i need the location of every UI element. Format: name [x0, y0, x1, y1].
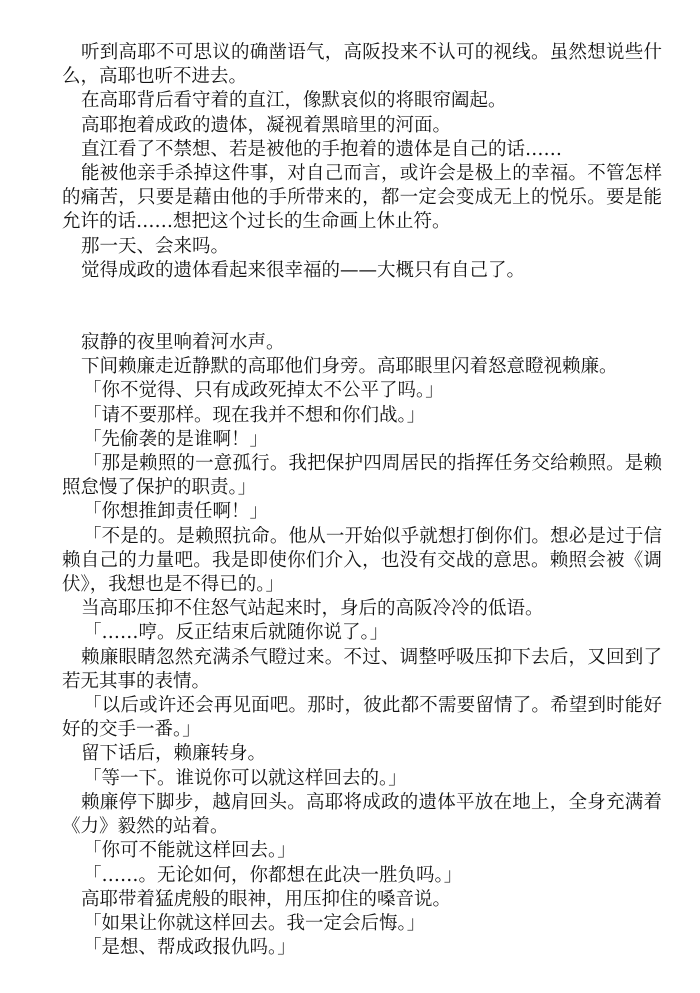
section-1: [62, 41, 662, 283]
paragraph: 听到高耶不可思议的确凿语气，高阪投来不认可的视线。虽然想说些什么，高耶也听不进去。: [62, 42, 662, 88]
dialogue-line: 「……哼。反正结束后就随你说了。」: [83, 622, 389, 644]
dialogue-line: 「你可不能就这样回去。」: [83, 840, 296, 862]
paragraph: 赖廉停下脚步，越肩回头。高耶将成政的遗体平放在地上，全身充满着《力》毅然的站着。: [62, 791, 662, 838]
paragraph: 留下话后，赖廉转身。: [81, 743, 267, 765]
section-2: [62, 331, 662, 960]
dialogue-line: 「如果让你就这样回去。我一定会后悔。」: [83, 912, 426, 934]
paragraph: 高耶带着猛虎般的眼神，用压抑住的嗓音说。: [81, 888, 452, 910]
dialogue-line: 「请不要那样。现在我并不想和你们战。」: [83, 404, 426, 426]
paragraph: 直江看了不禁想、若是被他的手抱着的遗体是自己的话……: [81, 138, 563, 160]
paragraph: 当高耶压抑不住怒气站起来时，身后的高阪冷冷的低语。: [81, 598, 544, 620]
paragraph: 寂静的夜里响着河水声。: [81, 332, 285, 354]
dialogue-line: 「是想、帮成政报仇吗。」: [83, 937, 296, 959]
dialogue-line: 「……。无论如何，你都想在此决一胜负吗。」: [83, 864, 463, 886]
paragraph: 赖廉眼睛忽然充满杀气瞪过来。不过、调整呼吸压抑下去后，又回到了若无其事的表情。: [62, 646, 662, 692]
paragraph: 能被他亲手杀掉这件事，对自己而言，或许会是极上的幸福。不管怎样的痛苦，只要是藉由他的手所带来的，都一定会变成无上的悦乐。要是能允许的话……想把这个过长的生命画上休止符。: [62, 163, 662, 233]
dialogue-line: 「先偷袭的是谁啊！」: [83, 428, 269, 450]
paragraph: 那一天、会来吗。: [81, 235, 230, 257]
dialogue-line: 「等一下。谁说你可以就这样回去的。」: [83, 767, 407, 789]
dialogue-line: 「以后或许还会再见面吧。那时，彼此都不需要留情了。希望到时能好好的交手一番。」: [62, 695, 662, 741]
paragraph: 高耶抱着成政的遗体，凝视着黑暗里的河面。: [81, 114, 452, 136]
section-break: [62, 283, 662, 331]
dialogue-line: 「你想推卸责任啊！」: [83, 501, 269, 523]
paragraph: 下间赖廉走近静默的高耶他们身旁。高耶眼里闪着怒意瞪视赖廉。: [81, 356, 618, 378]
dialogue-line: 「那是赖照的一意孤行。我把保护四周居民的指挥任务交给赖照。是赖照怠慢了保护的职责。」: [62, 453, 662, 499]
paragraph: 在高耶背后看守着的直江，像默哀似的将眼帘阖起。: [81, 90, 507, 112]
dialogue-line: 「你不觉得、只有成政死掉太不公平了吗。」: [83, 380, 444, 402]
paragraph: 觉得成政的遗体看起来很幸福的——大概只有自己了。: [81, 259, 526, 281]
dialogue-line: 「不是的。是赖照抗命。他从一开始似乎就想打倒你们。想必是过于信赖自己的力量吧。我是即使你们介入，也没有交战的意思。赖照会被《调伏》，我想也是不得已的。」: [62, 525, 662, 596]
